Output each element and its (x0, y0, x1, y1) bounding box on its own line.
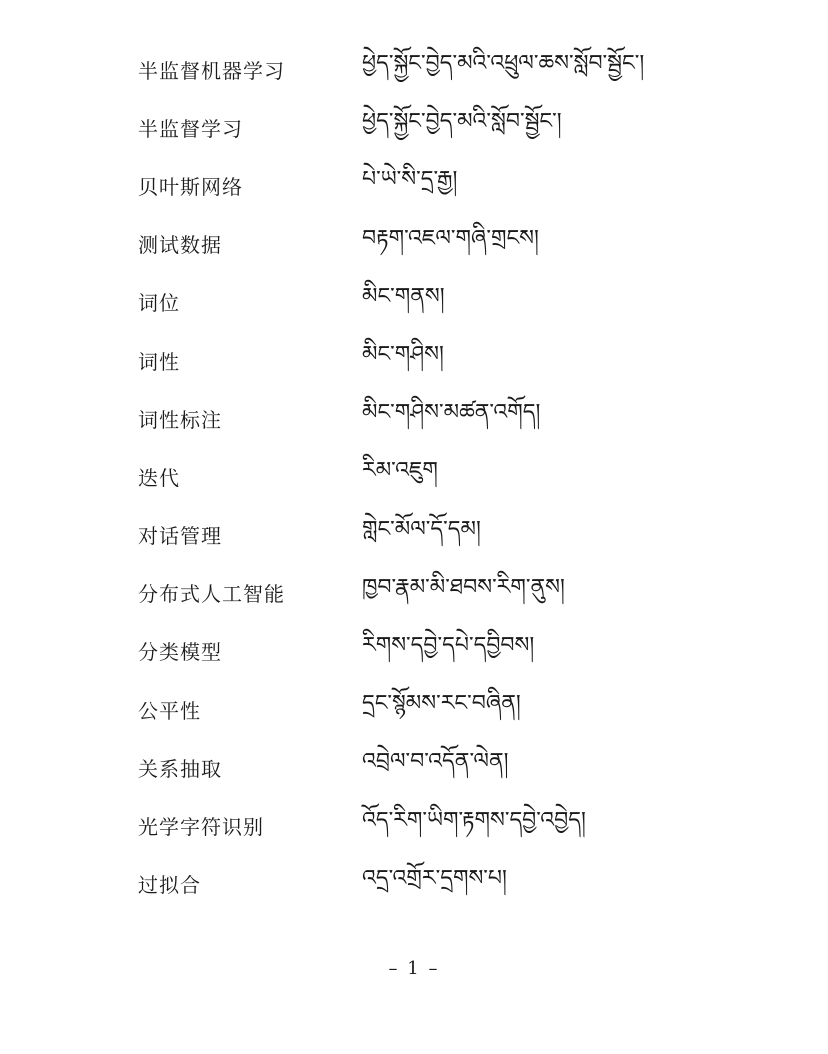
tibetan-term: རིམ་འཇུག (362, 458, 438, 484)
tibetan-term: ཁྱབ་རྣམ་མི་ཐབས་རིག་ནུས། (362, 574, 565, 600)
tibetan-term: དྲང་སྙོམས་རང་བཞིན། (362, 691, 521, 717)
chinese-term: 贝叶斯网络 (138, 174, 243, 199)
glossary-row (138, 506, 698, 564)
chinese-term: 词位 (138, 291, 180, 316)
glossary-row (138, 273, 698, 331)
tibetan-term: ཕྱེད་སྐྱོང་བྱེད་མའི་སློབ་སྦྱོང་། (362, 109, 562, 135)
glossary-row (138, 98, 698, 156)
chinese-term: 过拟合 (138, 873, 201, 898)
chinese-term: 半监督机器学习 (138, 58, 285, 83)
glossary-row (138, 331, 698, 389)
tibetan-term: མིང་གཤིས། (362, 342, 444, 368)
tibetan-term: པེ་ཡེ་སི་དྲ་རྒྱ། (362, 167, 458, 193)
tibetan-term: རིགས་དབྱེ་དཔེ་དབྱིབས། (362, 632, 535, 658)
chinese-term: 分类模型 (138, 640, 222, 665)
chinese-term: 公平性 (138, 698, 201, 723)
chinese-term: 半监督学习 (138, 116, 243, 141)
glossary-row (138, 855, 698, 913)
glossary-row (138, 622, 698, 680)
tibetan-term: འདྲ་འགྲོར་དྲགས་པ། (362, 865, 507, 891)
tibetan-term: འོད་རིག་ཡིག་རྟགས་དབྱེ་འབྱེད། (362, 807, 586, 833)
chinese-term: 分布式人工智能 (138, 582, 285, 607)
chinese-term: 光学字符识别 (138, 815, 264, 840)
page-number: – 1 – (388, 958, 440, 979)
glossary-row (138, 447, 698, 505)
chinese-term: 关系抽取 (138, 756, 222, 781)
tibetan-term: མིང་གནས། (362, 283, 445, 309)
glossary-row (138, 680, 698, 738)
chinese-term: 迭代 (138, 465, 180, 490)
glossary-row (138, 738, 698, 796)
chinese-term: 测试数据 (138, 233, 222, 258)
glossary-row (138, 40, 698, 98)
tibetan-term: མིང་གཤིས་མཚན་འགོད། (362, 400, 541, 426)
glossary-row (138, 796, 698, 854)
tibetan-term: ཕྱེད་སྐྱོང་བྱེད་མའི་འཕྲུལ་ཆས་སློབ་སྦྱོང་། (362, 51, 645, 77)
chinese-term: 词性标注 (138, 407, 222, 432)
tibetan-term: འབྲེལ་བ་འདོན་ལེན། (362, 749, 509, 775)
chinese-term: 词性 (138, 349, 180, 374)
chinese-term: 对话管理 (138, 524, 222, 549)
tibetan-term: གླེང་མོལ་དོ་དམ། (362, 516, 481, 542)
glossary-row (138, 564, 698, 622)
glossary-list (138, 40, 698, 913)
glossary-row (138, 389, 698, 447)
glossary-row (138, 156, 698, 214)
glossary-row (138, 215, 698, 273)
tibetan-term: བརྟག་འཇལ་གཞི་གྲངས། (362, 225, 539, 251)
